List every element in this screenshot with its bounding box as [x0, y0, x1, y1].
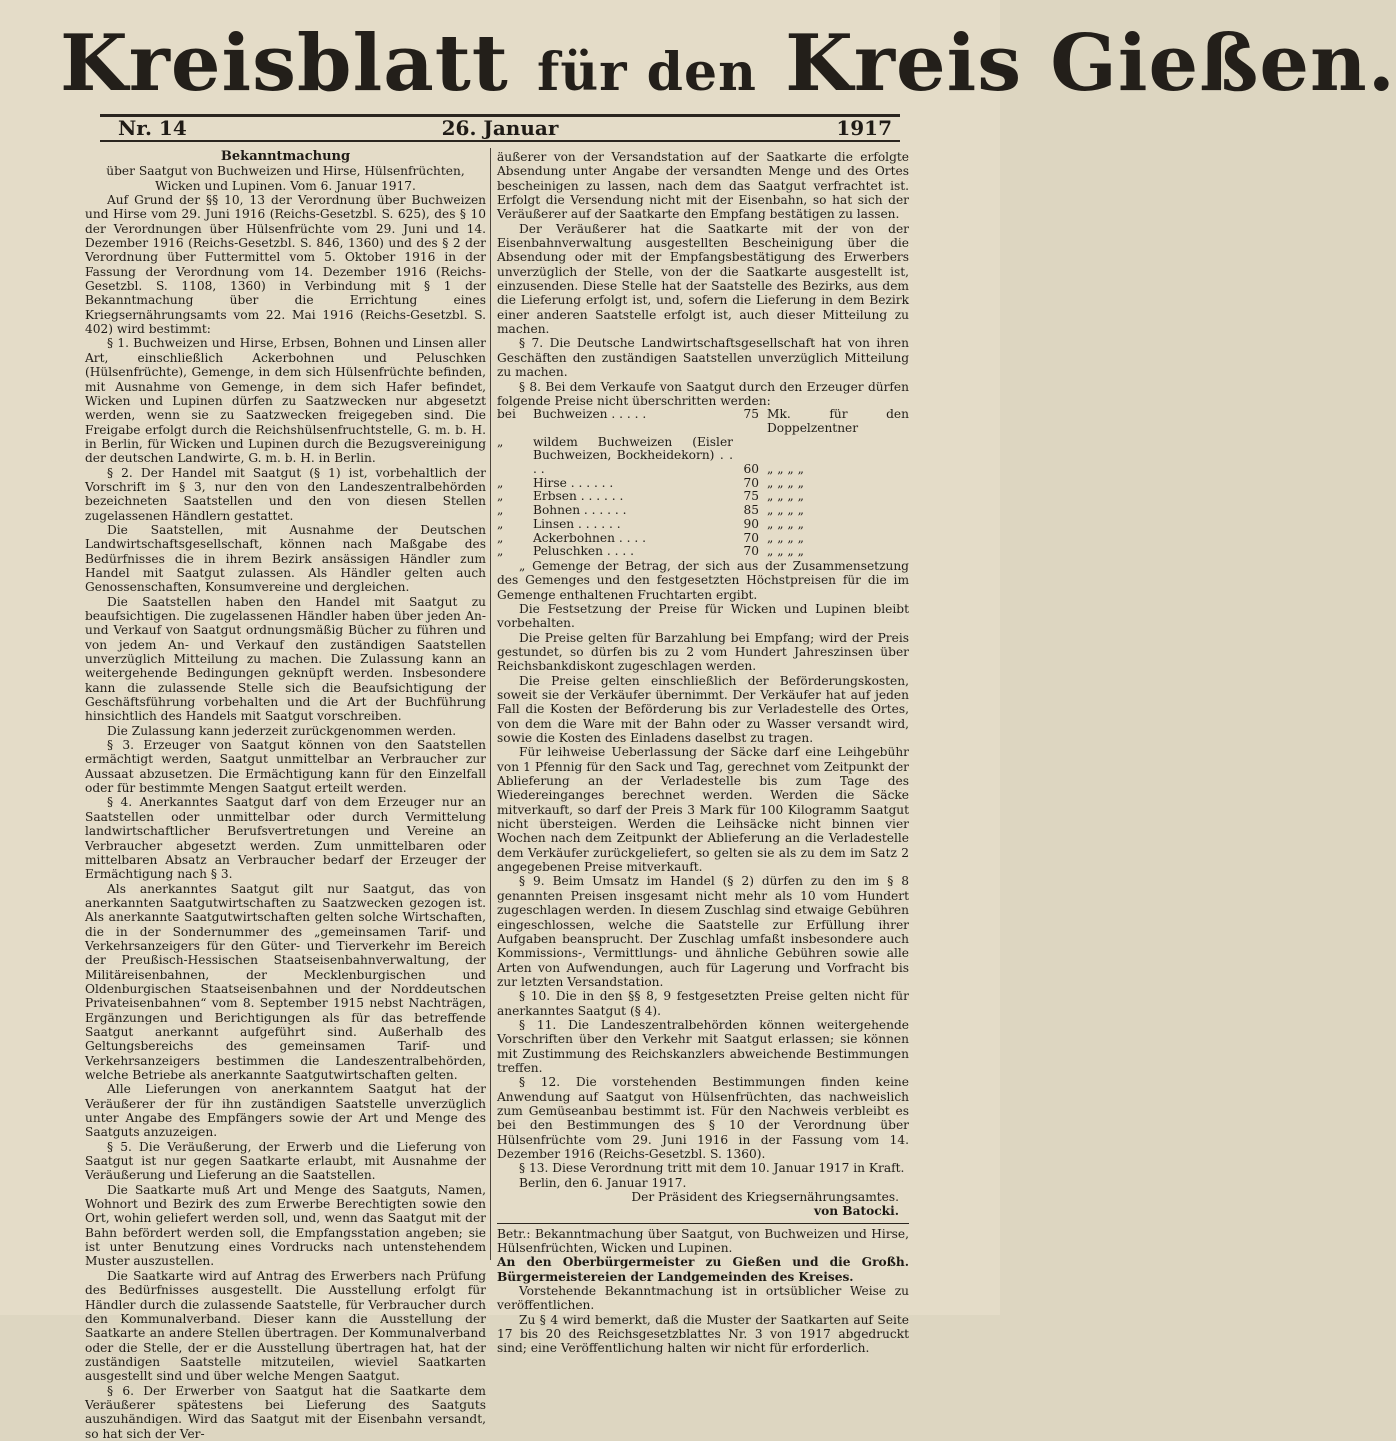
- paragraph: Für leihweise Ueberlassung der Säcke darf eine Leihgebühr von 1 Pfennig für den Sack und Tag, gerechnet vom Zeitpunkt der Ablieferung an der Verladestelle bis zum Tage des Wiedereinganges berechnet werden. Werden die Säcke mitverkauft, so darf der Preis 3 Mark für 100 Kilogramm Saatgut nicht übersteigen. Werden die Leihsäcke nicht binnen vier Wochen nach dem Zeitpunkt der Ablieferung an die Verladestelle dem Verkäufer zurückgeliefert, so gelten sie als zu dem im Satz 2 angegebenen Preise mitverkauft.: [497, 745, 909, 875]
- masthead-title-part1: Kreisblatt: [60, 18, 509, 109]
- paragraph: § 8. Bei dem Verkaufe von Saatgut durch den Erzeuger dürfen folgende Preise nicht überschritten werden:: [497, 379, 909, 408]
- paragraph: Die Preise gelten einschließlich der Beförderungskosten, soweit sie der Verkäufer übernimmt. Der Verkäufer hat auf jeden Fall die Kosten der Beförderung bis zur Verladestelle des Ortes, von dem die Ware mit der Bahn oder zu Wasser versandt wird, sowie die Kosten des Einladens daselbst zu tragen.: [497, 673, 909, 746]
- paragraph: Die Festsetzung der Preise für Wicken und Lupinen bleibt vorbehalten.: [497, 601, 909, 631]
- paragraph: „ Gemenge der Betrag, der sich aus der Zusammensetzung des Gemenges und den festgesetzten Höchstpreisen für die im Gemenge enthaltenen Fruchtarten ergibt.: [497, 558, 909, 602]
- price-item: Peluschken . . . .: [533, 544, 634, 559]
- left-column: [85, 150, 486, 1441]
- paragraph: Alle Lieferungen von anerkanntem Saatgut hat der Veräußerer der für ihn zuständigen Saatstelle unverzüglich unter Angabe des Empfängers sowie der Art und Menge des Saatguts anzuzeigen.: [85, 1082, 486, 1140]
- paragraph: Als anerkanntes Saatgut gilt nur Saatgut, das von anerkannten Saatgutwirtschaften zu Saatzwecken gezogen ist. Als anerkannte Saatgutwirtschaften gelten solche Wirtschaften, die in der Sondernummer des „gemeinsamen Tarif- und Verkehrsanzeigers für den Güter- und Tierverkehr im Bereich der Preußisch-Hessischen Staatseisenbahnverwaltung, der Militäreisenbahnen, der Mecklenburgischen und Oldenburgischen Staatseisenbahnen und der Norddeutschen Privateisenbahnen“ vom 8. September 1915 nebst Nachträgen, Ergänzungen und Berichtigungen als für das betreffende Saatgut anerkannt aufgeführt sind. Außerhalb des Geltungsbereichs des gemeinsamen Tarif- und Verkehrsanzeigers bestimmen die Landeszentralbehörden, welche Betriebe als anerkannte Saatgutwirtschaften gelten.: [85, 881, 486, 1082]
- price-unit: „ „ „ „: [767, 475, 804, 490]
- issue-year: 1917: [836, 116, 892, 140]
- price-prefix: „: [497, 530, 504, 545]
- price-value: 75: [743, 489, 759, 504]
- paragraph: § 2. Der Handel mit Saatgut (§ 1) ist, vorbehaltlich der Vorschrift im § 3, nur den von den Landeszentralbehörden bezeichneten Saatstellen und den von diesen Stellen zugelassenen Händlern gestattet.: [85, 465, 486, 523]
- paragraph: Die Saatkarte wird auf Antrag des Erwerbers nach Prüfung des Bedürfnisses ausgestellt. Die Ausstellung erfolgt für Händler durch die zulassende Saatstelle, für Verbraucher durch den Kommunalverband. Dieser kann die Ausstellung der Saatkarte an andere Stellen übertragen. Der Kommunalverband oder die Stelle, der er die Ausstellung übertragen hat, hat der zuständigen Saatstelle mitzuteilen, wieviel Saatkarten ausgestellt sind und über welche Mengen Saatgut.: [85, 1268, 486, 1384]
- price-row: [497, 518, 909, 532]
- paragraph: Die Preise gelten für Barzahlung bei Empfang; wird der Preis gestundet, so dürfen bis zu 2 vom Hundert Jahreszinsen über Reichsbankdiskont zugeschlagen werden.: [497, 630, 909, 674]
- price-item: Buchweizen . . . . .: [533, 407, 647, 422]
- price-prefix: „: [497, 434, 504, 449]
- paragraph: § 5. Die Veräußerung, der Erwerb und die Lieferung von Saatgut ist nur gegen Saatkarte erlaubt, mit Ausnahme der Veräußerung und Lieferung an die Saatstellen.: [85, 1139, 486, 1183]
- price-unit: „ „ „ „: [767, 462, 804, 476]
- price-table: [497, 408, 909, 559]
- announcement-subheading: über Saatgut von Buchweizen und Hirse, Hülsenfrüchten, Wicken und Lupinen. Vom 6. Januar 1917.: [106, 164, 465, 193]
- price-unit: Mk. für den Doppelzentner: [767, 407, 909, 435]
- paragraph: § 12. Die vorstehenden Bestimmungen finden keine Anwendung auf Saatgut von Hülsenfrüchten, das nachweislich zum Gemüseanbau bestimmt ist. Für den Nachweis verbleibt es bei den Bestimmungen des § 10 der Verordnung über Hülsenfrüchte vom 29. Juni 1916 in der Fassung vom 14. Dezember 1916 (Reichs-Gesetzbl. S. 1360).: [497, 1075, 909, 1162]
- price-row: [497, 504, 909, 518]
- price-unit: „ „ „ „: [767, 516, 804, 531]
- paragraph: § 13. Diese Verordnung tritt mit dem 10. Januar 1917 in Kraft.: [519, 1161, 905, 1176]
- price-value: 90: [743, 516, 759, 531]
- closing-paragraph: Vorstehende Bekanntmachung ist in ortsüblicher Weise zu veröffentlichen.: [497, 1283, 909, 1313]
- right-column: [497, 150, 909, 1355]
- price-row: [497, 532, 909, 546]
- paragraph: § 1. Buchweizen und Hirse, Erbsen, Bohnen und Linsen aller Art, einschließlich Ackerbohnen und Peluschken (Hülsenfrüchte), Gemenge, in dem sich Hülsenfrüchte befinden, mit Ausnahme von Gemenge, in dem sich Hafer befindet, Wicken und Lupinen dürfen zu Saatzwecken nur abgesetzt werden, wenn sie zu Saatzwecken freigegeben sind. Die Freigabe erfolgt durch die Reichshülsenfruchtstelle, G. m. b. H. in Berlin, für Wicken und Lupinen durch die Bezugsvereinigung der deutschen Landwirte, G. m. b. H. in Berlin.: [85, 336, 486, 466]
- paragraph: § 3. Erzeuger von Saatgut können von den Saatstellen ermächtigt werden, Saatgut unmittelbar an Verbraucher zur Aussaat abzusetzen. Die Ermächtigung kann für den Einzelfall oder für bestimmte Mengen Saatgut erteilt werden.: [85, 738, 486, 796]
- price-unit: „ „ „ „: [767, 530, 804, 545]
- signer-name: von Batocki.: [813, 1204, 899, 1219]
- price-prefix: bei: [497, 407, 516, 422]
- signer-title: Der Präsident des Kriegsernährungsamtes.: [631, 1190, 899, 1205]
- masthead: [60, 18, 1396, 119]
- paragraph: Die Saatstellen haben den Handel mit Saatgut zu beaufsichtigen. Die zugelassenen Händler haben über jeden An- und Verkauf von Saatgut ordnungsmäßig Bücher zu führen und von jedem An- und Verkauf den zuständigen Saatstellen unverzüglich Mitteilung zu machen. Die Zulassung kann an weitergehende Bedingungen geknüpft werden. Insbesondere kann die zulassende Stelle sich die Beaufsichtigung der Geschäftsführung vorbehalten und die Art der Buchführung hinsichtlich des Handels mit Saatgut vorschreiben.: [85, 594, 486, 724]
- price-value: 70: [743, 530, 759, 545]
- price-row: [497, 545, 909, 559]
- paragraph: § 11. Die Landeszentralbehörden können weitergehende Vorschriften über den Verkehr mit Saatgut erlassen; sie können mit Zustimmung des Reichskanzlers abweichende Bestimmungen treffen.: [497, 1017, 909, 1075]
- paragraph: § 7. Die Deutsche Landwirtschaftsgesellschaft hat von ihren Geschäften den zuständigen Saatstellen unverzüglich Mitteilung zu machen.: [497, 336, 909, 380]
- price-row: [497, 490, 909, 504]
- header-rule-bottom: [100, 140, 900, 142]
- price-value: 75: [743, 407, 759, 422]
- addressee: An den Oberbürgermeister zu Gießen und die Großh. Bürgermeistereien der Landgemeinden des Kreises.: [497, 1255, 909, 1284]
- issue-date: 26. Januar: [441, 116, 559, 140]
- closing-paragraph: Zu § 4 wird bemerkt, daß die Muster der Saatkarten auf Seite 17 bis 20 des Reichsgesetzblattes Nr. 3 von 1917 abgedruckt sind; eine Veröffentlichung halten wir nicht für erforderlich.: [497, 1312, 909, 1356]
- price-row: [497, 477, 909, 491]
- masthead-title-part2: für den: [536, 42, 757, 103]
- masthead-title-part3: Kreis Gießen.: [785, 18, 1396, 109]
- paragraph: Die Saatstellen, mit Ausnahme der Deutschen Landwirtschaftsgesellschaft, können nach Maßgabe des Bedürfnisses die in ihrem Bezirk ansässigen Händler zum Handel mit Saatgut zulassen. Als Händler gelten auch Genossenschaften, Konsumvereine und dergleichen.: [85, 522, 486, 595]
- price-prefix: „: [497, 544, 504, 559]
- paragraph: Die Zulassung kann jederzeit zurückgenommen werden.: [107, 723, 457, 738]
- paragraph: § 10. Die in den §§ 8, 9 festgesetzten Preise gelten nicht für anerkanntes Saatgut (§ 4).: [497, 989, 909, 1018]
- price-value: 70: [743, 475, 759, 490]
- betr-line: Betr.: Bekanntmachung über Saatgut, von Buchweizen und Hirse, Hülsenfrüchten, Wicken und Lupinen.: [497, 1226, 909, 1256]
- paragraph: Der Veräußerer hat die Saatkarte mit der von der Eisenbahnverwaltung ausgestellten Bescheinigung über die Absendung oder mit der Empfangsbestätigung des Erwerbers unverzüglich der Stelle, von der die Saatkarte ausgestellt ist, einzusenden. Diese Stelle hat der Saatstelle des Bezirks, aus dem die Lieferung erfolgt ist, und, sofern die Lieferung in dem Bezirk einer anderen Saatstelle erfolgt ist, auch dieser Mitteilung zu machen.: [497, 221, 909, 337]
- paragraph: § 9. Beim Umsatz im Handel (§ 2) dürfen zu den im § 8 genannten Preisen insgesamt nicht mehr als 10 vom Hundert zugeschlagen werden. In diesem Zuschlag sind etwaige Gebühren eingeschlossen, welche die Saatstelle zur Erfüllung ihrer Aufgaben beansprucht. Der Zuschlag umfaßt insbesondere auch Kommissions-, Vermittlungs- und ähnliche Gebühren sowie alle Arten von Aufwendungen, auch für Lagerung und Vorfracht bis zur letzten Versandstation.: [497, 874, 909, 989]
- price-prefix: „: [497, 489, 504, 504]
- price-unit: „ „ „ „: [767, 544, 804, 559]
- price-item: Bohnen . . . . . .: [533, 503, 627, 518]
- price-item: Linsen . . . . . .: [533, 516, 621, 531]
- price-row: [497, 436, 909, 477]
- price-prefix: „: [497, 503, 504, 518]
- price-item: wildem Buchweizen (Eisler Buchweizen, Bockheidekorn) . . . .: [533, 434, 733, 476]
- paragraph: Die Saatkarte muß Art und Menge des Saatguts, Namen, Wohnort und Bezirk des zum Erwerbe Berechtigten sowie den Ort, wohin geliefert werden soll, und, wenn das Saatgut mit der Bahn befördert werden soll, die Empfangsstation angeben; sie ist unter Benutzung eines Vordrucks nach untenstehendem Muster auszustellen.: [85, 1182, 486, 1269]
- announcement-heading: Bekanntmachung: [220, 149, 351, 164]
- price-value: 60: [743, 462, 759, 476]
- price-item: Hirse . . . . . .: [533, 475, 614, 490]
- issue-line: [100, 115, 900, 141]
- price-value: 85: [743, 503, 759, 518]
- place-date: Berlin, den 6. Januar 1917.: [519, 1175, 687, 1190]
- price-unit: „ „ „ „: [767, 503, 804, 518]
- price-unit: „ „ „ „: [767, 489, 804, 504]
- paragraph: § 6. Der Erwerber von Saatgut hat die Saatkarte dem Veräußerer spätestens bei Lieferung des Saatguts auszuhändigen. Wird das Saatgut mit der Eisenbahn versandt, so hat sich der Ver-: [85, 1383, 486, 1441]
- price-prefix: „: [497, 475, 504, 490]
- price-item: Erbsen . . . . . .: [533, 489, 624, 504]
- price-item: Ackerbohnen . . . .: [533, 530, 646, 545]
- paragraph: § 4. Anerkanntes Saatgut darf von dem Erzeuger nur an Saatstellen oder unmittelbar oder durch Vermittelung landwirtschaftlicher Berufsvertretungen und Vereine an Verbraucher abgesetzt werden. Zum unmittelbaren oder mittelbaren Absatz an Verbraucher bedarf der Erzeuger der Ermächtigung nach § 3.: [85, 795, 486, 882]
- price-row: [497, 408, 909, 435]
- issue-number: Nr. 14: [118, 116, 187, 140]
- price-prefix: „: [497, 516, 504, 531]
- section-rule: [497, 1223, 909, 1224]
- paragraph: Auf Grund der §§ 10, 13 der Verordnung über Buchweizen und Hirse vom 29. Juni 1916 (Reichs-Gesetzbl. S. 625), des § 10 der Verordnungen über Hülsenfrüchte vom 29. Juni und 14. Dezember 1916 (Reichs-Gesetzbl. S. 846, 1360) und des § 2 der Verordnung über Futtermittel vom 5. Oktober 1916 in der Fassung der Verordnung vom 14. Dezember 1916 (Reichs-Gesetzbl. S. 1108, 1360) in Verbindung mit § 1 der Bekanntmachung über die Errichtung eines Kriegsernährungsamts vom 22. Mai 1916 (Reichs-Gesetzbl. S. 402) wird bestimmt:: [85, 193, 486, 337]
- paragraph: äußerer von der Versandstation auf der Saatkarte die erfolgte Absendung unter Angabe der versandten Menge und des Ortes bescheinigen zu lassen, nach dem das Saatgut verfrachtet ist. Erfolgt die Versendung nicht mit der Eisenbahn, so hat sich der Veräußerer auf der Saatkarte den Empfang bestätigen zu lassen.: [497, 150, 909, 222]
- price-value: 70: [743, 544, 759, 559]
- column-divider: [490, 148, 491, 1260]
